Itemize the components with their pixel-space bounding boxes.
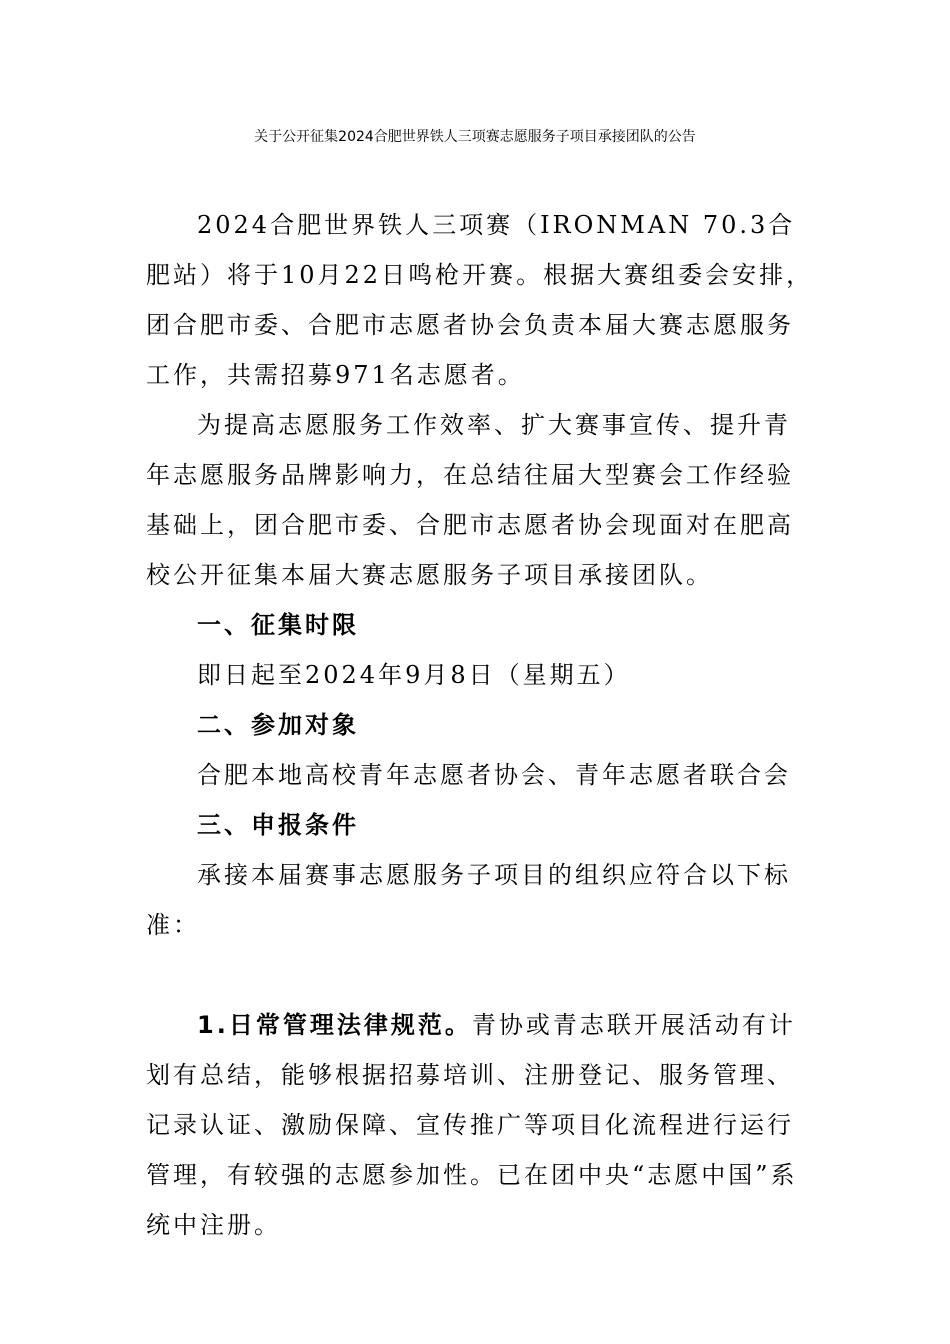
- document-title: 关于公开征集2024合肥世界铁人三项赛志愿服务子项目承接团队的公告: [254, 129, 696, 145]
- section-heading-conditions: 三、申报条件: [197, 811, 359, 839]
- section-heading-period: 一、征集时限: [197, 611, 359, 639]
- section-text-conditions: 承接本届赛事志愿服务子项目的组织应符合以下标准：: [146, 861, 791, 939]
- section-text-eligibility: 合肥本地高校青年志愿者协会、青年志愿者联合会: [197, 761, 791, 789]
- criteria-item-1-text: 青协或青志联开展活动有计划有总结，能够根据招募培训、注册登记、服务管理、记录认证、激励保障、宣传推广等项目化流程进行运行管理，有较强的志愿参加性。已在团中央“志愿中国”系统中注册。: [146, 1011, 798, 1239]
- section-text-period: 即日起至2024年9月8日（星期五）: [197, 661, 631, 689]
- purpose-paragraph: 为提高志愿服务工作效率、扩大赛事宣传、提升青年志愿服务品牌影响力，在总结往届大型赛会工作经验基础上，团合肥市委、合肥市志愿者协会现面对在肥高校公开征集本届大赛志愿服务子项目承接团队。: [146, 411, 794, 589]
- paragraph-gap: [146, 950, 814, 1000]
- intro-paragraph: 2024合肥世界铁人三项赛（IRONMAN 70.3合肥站）将于10月22日鸣枪开赛。根据大赛组委会安排，团合肥市委、合肥市志愿者协会负责本届大赛志愿服务工作，共需招募971名志愿者。: [146, 211, 814, 389]
- document-body: [146, 200, 814, 1250]
- criteria-item-1-lead: 1.日常管理法律规范。: [197, 1011, 472, 1039]
- criteria-item-1: [146, 1000, 814, 1250]
- section-heading-eligibility: 二、参加对象: [197, 711, 359, 739]
